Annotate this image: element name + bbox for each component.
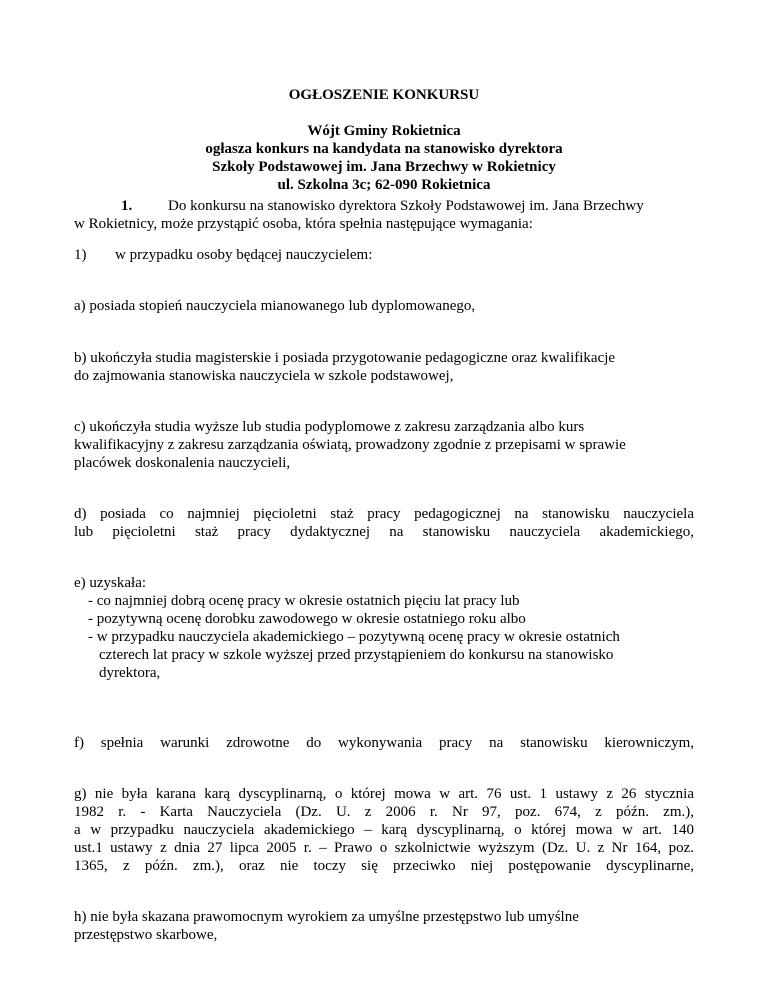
point-c-line-3: placówek doskonalenia nauczycieli,: [74, 455, 291, 471]
header-line-2: ogłasza konkurs na kandydata na stanowisko dyrektora: [205, 141, 563, 157]
section-1-line-1: Do konkursu na stanowisko dyrektora Szkoły Podstawowej im. Jana Brzechwy: [168, 198, 644, 214]
point-e-line-6: dyrektora,: [99, 665, 161, 681]
header-line-1: Wójt Gminy Rokietnica: [307, 123, 461, 139]
point-c-line-1: c) ukończyła studia wyższe lub studia podyplomowe z zakresu zarządzania albo kurs: [74, 419, 585, 435]
header-line-3: Szkoły Podstawowej im. Jana Brzechwy w Rokietnicy: [212, 159, 556, 175]
item-1-text: w przypadku osoby będącej nauczycielem:: [115, 247, 373, 263]
point-a-line-1: a) posiada stopień nauczyciela mianowanego lub dyplomowanego,: [74, 298, 476, 314]
point-d-line-1: d) posiada co najmniej pięcioletni staż pracy pedagogicznej na stanowisku nauczyciela: [74, 506, 694, 522]
point-b-line-2: do zajmowania stanowiska nauczyciela w szkole podstawowej,: [74, 368, 454, 384]
point-e-line-3: - pozytywną ocenę dorobku zawodowego w okresie ostatniego roku albo: [88, 611, 526, 627]
section-1-line-2: w Rokietnicy, może przystąpić osoba, która spełnia następujące wymagania:: [74, 216, 533, 232]
point-g-line-2: 1982 r. - Karta Nauczyciela (Dz. U. z 2006 r. Nr 97, poz. 674, z późn. zm.),: [74, 804, 694, 820]
point-f-line-1: f) spełnia warunki zdrowotne do wykonywania pracy na stanowisku kierowniczym,: [74, 735, 694, 751]
header-line-4: ul. Szkolna 3c; 62-090 Rokietnica: [277, 177, 491, 193]
point-g-line-5: 1365, z późn. zm.), oraz nie toczy się przeciwko niej postępowanie dyscyplinarne,: [74, 858, 694, 874]
point-g-line-4: ust.1 ustawy z dnia 27 lipca 2005 r. – Prawo o szkolnictwie wyższym (Dz. U. z Nr 164, poz.: [74, 840, 694, 856]
document-title: OGŁOSZENIE KONKURSU: [288, 87, 480, 103]
point-h-line-2: przestępstwo skarbowe,: [74, 927, 218, 943]
point-h-line-1: h) nie była skazana prawomocnym wyrokiem za umyślne przestępstwo lub umyślne: [74, 909, 579, 925]
item-1-number: 1): [74, 247, 87, 263]
point-e-line-1: e) uzyskała:: [74, 575, 147, 591]
point-e-line-4: - w przypadku nauczyciela akademickiego – pozytywną ocenę pracy w okresie ostatnich: [88, 629, 620, 645]
point-e-line-2: - co najmniej dobrą ocenę pracy w okresie ostatnich pięciu lat pracy lub: [88, 593, 520, 609]
point-b-line-1: b) ukończyła studia magisterskie i posiada przygotowanie pedagogiczne oraz kwalifikacje: [74, 350, 616, 366]
point-c-line-2: kwalifikacyjny z zakresu zarządzania oświatą, prowadzony zgodnie z przepisami w sprawie: [74, 437, 626, 453]
section-1-number: 1.: [121, 198, 133, 214]
point-g-line-1: g) nie była karana karą dyscyplinarną, o której mowa w art. 76 ust. 1 ustawy z 26 stycznia: [74, 786, 694, 802]
point-g-line-3: a w przypadku nauczyciela akademickiego – karą dyscyplinarną, o której mowa w art. 140: [74, 822, 694, 838]
point-e-line-5: czterech lat pracy w szkole wyższej przed przystąpieniem do konkursu na stanowisko: [99, 647, 614, 663]
point-d-line-2: lub pięcioletni staż pracy dydaktycznej na stanowisku nauczyciela akademickiego,: [74, 524, 694, 540]
